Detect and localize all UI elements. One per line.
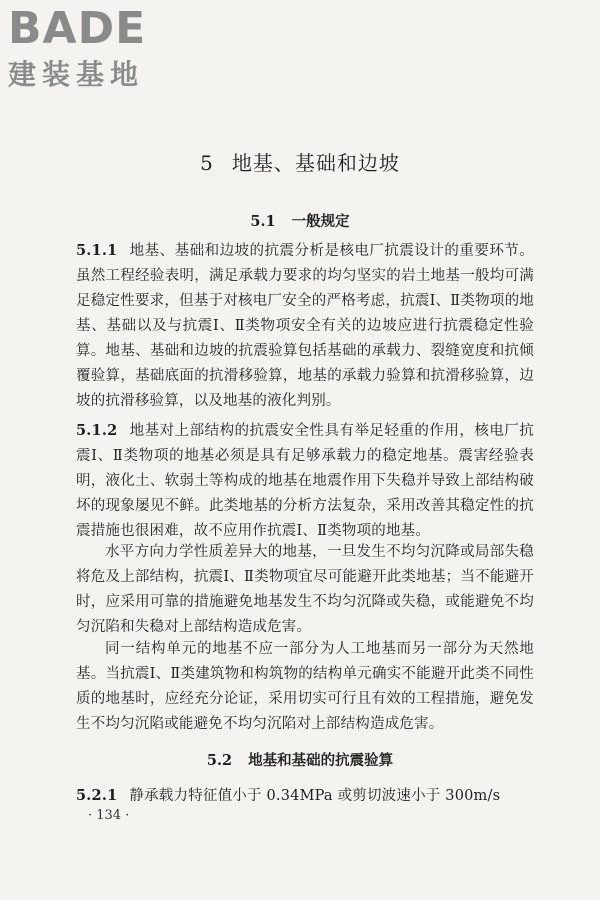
clause-number: 5.1.1 — [76, 242, 118, 259]
chapter-title — [0, 147, 600, 176]
paragraph-text: 地基、基础和边坡的抗震分析是核电厂抗震设计的重要环节。虽然工程经验表明，满足承载力要求的均匀坚实的岩土地基一般均可满足稳定性要求，但基于对核电厂安全的严格考虑，抗震Ⅰ、Ⅱ类物项的地基、基础以及与抗震Ⅰ、Ⅱ类物项安全有关的边坡应进行抗震稳定性验算。地基、基础和边坡的抗震验算包括基础的承载力、裂缝宽度和抗倾覆验算，基础底面的抗滑移验算，地基的承载力验算和抗滑移验算，边坡的抗滑移验算，以及地基的液化判别。 — [76, 243, 534, 409]
chapter-number: 5 — [200, 151, 214, 175]
paragraph-5-1-1 — [76, 238, 534, 414]
logo-wordmark: BADE — [8, 3, 147, 54]
paragraph-text: 地基对上部结构的抗震安全性具有举足轻重的作用，核电厂抗震Ⅰ、Ⅱ类物项的地基必须是具有足够承载力的稳定地基。震害经验表明，液化土、软弱土等构成的地基在地震作用下失稳并导致上部结构破坏的现象屡见不鲜。此类地基的分析方法复杂，采用改善其稳定性的抗震措施也很困难，故不应用作抗震Ⅰ、Ⅱ类物项的地基。 — [76, 423, 534, 539]
clause-number: 5.1.2 — [76, 422, 118, 439]
paragraph-horizontal-foundation — [76, 540, 534, 640]
clause-number: 5.2.1 — [76, 787, 118, 804]
paragraph-text: 水平方向力学性质差异大的地基，一旦发生不均匀沉降或局部失稳将危及上部结构，抗震Ⅰ、Ⅱ类物项宜尽可能避开此类地基；当不能避开时，应采用可靠的措施避免地基发生不均匀沉降或失稳，或能避免不均匀沉陷和失稳对上部结构造成危害。 — [76, 544, 534, 635]
section-heading: 一般规定 — [291, 213, 350, 230]
page-number: · 134 · — [88, 808, 130, 823]
section-heading: 地基和基础的抗震验算 — [248, 752, 394, 769]
logo — [8, 3, 178, 94]
logo-subtitle: 建装基地 — [8, 58, 145, 91]
paragraph-text: 静承载力特征值小于 0.34MPa 或剪切波速小于 300m/s — [129, 788, 501, 804]
section-number: 5.2 — [206, 752, 233, 769]
paragraph-5-2-1 — [76, 783, 534, 809]
section-title-seismic-checking — [0, 749, 600, 770]
chapter-heading: 地基、基础和边坡 — [231, 151, 400, 175]
paragraph-text: 同一结构单元的地基不应一部分为人工地基而另一部分为天然地基。当抗震Ⅰ、Ⅱ类建筑物和构筑物的结构单元确实不能避开此类不同性质的地基时，应经充分论证，采用切实可行且有效的工程措施，避免发生不均匀沉陷或能避免不均匀沉陷对上部结构造成危害。 — [76, 641, 534, 732]
paragraph-mixed-foundation — [76, 637, 534, 737]
section-title-general — [0, 210, 600, 231]
section-number: 5.1 — [250, 213, 276, 230]
paragraph-5-1-2 — [76, 418, 534, 544]
